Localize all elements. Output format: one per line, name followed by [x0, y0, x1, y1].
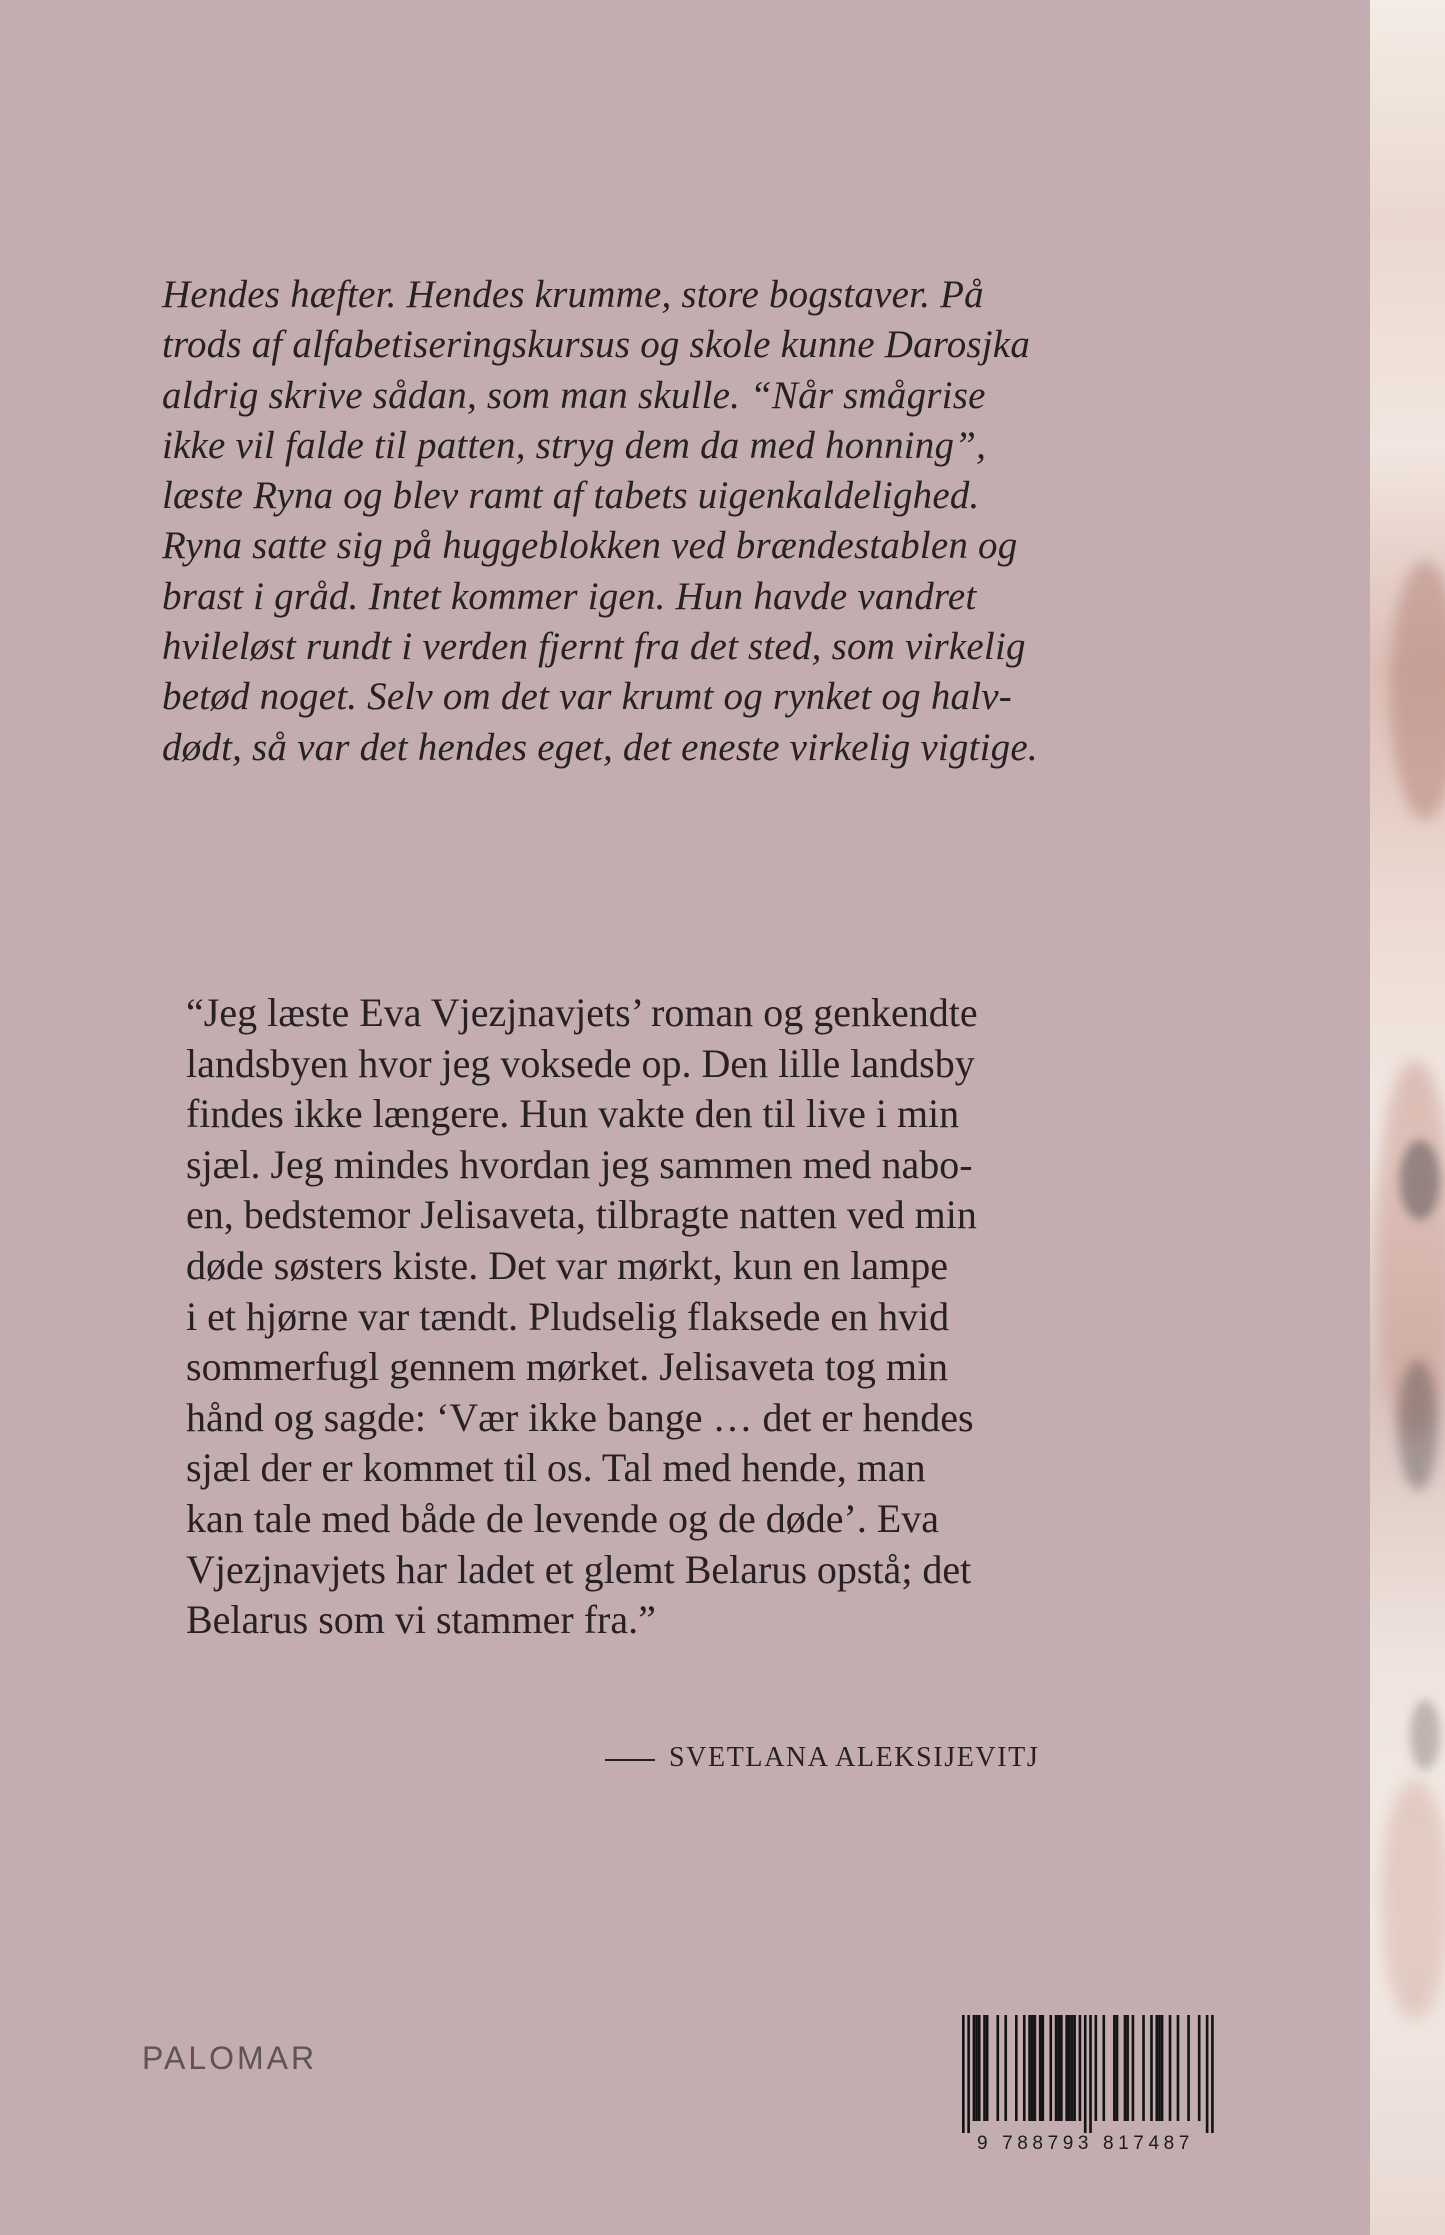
- barcode-bar: [1124, 2015, 1127, 2121]
- excerpt-blurb: [162, 270, 1222, 773]
- barcode-bar: [1142, 2015, 1145, 2121]
- barcode-bar: [1198, 2015, 1201, 2121]
- quote-line: sommerfugl gennem mørket. Jelisaveta tog min: [186, 1344, 949, 1390]
- barcode-bar: [1113, 2015, 1116, 2121]
- barcode-bar: [1079, 2015, 1082, 2121]
- paint-stroke: [1410, 1700, 1440, 1770]
- barcode-bar: [1057, 2015, 1060, 2121]
- barcode-bar: [1023, 2015, 1026, 2121]
- barcode-bar: [1084, 2015, 1087, 2133]
- quote-line: hånd og sagde: ‘Vær ikke bange … det er hendes: [186, 1394, 974, 1440]
- isbn-barcode: [938, 2015, 1233, 2155]
- barcode-bar: [1211, 2015, 1214, 2133]
- barcode-bar: [996, 2015, 999, 2121]
- barcode-bar: [1049, 2015, 1052, 2121]
- quote-line: en, bedstemor Jelisaveta, tilbragte natten ved min: [186, 1192, 977, 1238]
- barcode-bar: [1187, 2015, 1190, 2121]
- barcode-bar: [1169, 2015, 1172, 2121]
- barcode-bar: [1015, 2015, 1018, 2121]
- barcode-bar: [1028, 2015, 1031, 2121]
- quote-line: landsbyen hvor jeg voksede op. Den lille landsby: [186, 1040, 975, 1086]
- barcode-bar: [1102, 2015, 1105, 2121]
- blurb-line: trods af alfabetiseringskursus og skole kunne Darosjka: [162, 323, 1031, 367]
- quote-line: kan tale med både de levende og de døde’. Eva: [186, 1495, 940, 1541]
- quote-line: Belarus som vi stammer fra.”: [186, 1597, 656, 1643]
- isbn-number: 9 788793 817487: [977, 2133, 1194, 2154]
- barcode-bars: [938, 2015, 1233, 2133]
- barcode-bar: [1155, 2015, 1158, 2121]
- barcode-bar: [1161, 2015, 1164, 2121]
- blurb-line: dødt, så var det hendes eget, det eneste virkelig vigtige.: [162, 725, 1038, 769]
- barcode-bar: [1034, 2015, 1037, 2121]
- barcode-bar: [1126, 2015, 1129, 2121]
- barcode-bar: [983, 2015, 986, 2121]
- paint-stroke: [1398, 1360, 1438, 1490]
- review-quote: [186, 988, 1216, 1646]
- quote-line: “Jeg læste Eva Vjezjnavjets’ roman og genkendte: [186, 990, 978, 1035]
- barcode-bar: [1158, 2015, 1161, 2121]
- barcode-bar: [973, 2015, 976, 2121]
- blurb-line: Hendes hæfter. Hendes krumme, store bogstaver. På: [162, 273, 984, 316]
- barcode-bar: [1177, 2015, 1180, 2121]
- blurb-line: Ryna satte sig på huggeblokken ved brændestablen og: [162, 524, 1018, 568]
- quote-line: findes ikke længere. Hun vakte den til live i min: [186, 1091, 960, 1137]
- barcode-bar: [1060, 2015, 1063, 2121]
- blurb-line: aldrig skrive sådan, som man skulle. “Når smågrise: [162, 373, 986, 417]
- paint-stroke: [1380, 1780, 1445, 2020]
- barcode-bar: [967, 2015, 970, 2133]
- barcode-bar: [1031, 2015, 1034, 2121]
- barcode-bar: [1095, 2015, 1098, 2121]
- quote-line: sjæl der er kommet til os. Tal med hende, man: [186, 1445, 926, 1491]
- blurb-line: brast i gråd. Intet kommer igen. Hun havde vandret: [162, 574, 977, 618]
- paint-stroke: [1390, 560, 1445, 820]
- paint-stroke: [1400, 1140, 1440, 1220]
- publisher-logo: PALOMAR: [142, 2040, 318, 2076]
- blurb-line: læste Ryna og blev ramt af tabets uigenkaldelighed.: [162, 474, 980, 518]
- quote-line: døde søsters kiste. Det var mørkt, kun en lampe: [186, 1242, 949, 1288]
- barcode-bar: [986, 2015, 989, 2121]
- blurb-line: betød noget. Selv om det var krumt og rynket og halv-: [162, 675, 1012, 719]
- barcode-bar: [1071, 2015, 1074, 2121]
- barcode-bar: [1132, 2015, 1135, 2121]
- barcode-bar: [1116, 2015, 1119, 2121]
- barcode-bar: [1004, 2015, 1007, 2121]
- barcode-bar: [962, 2015, 965, 2133]
- quote-line: Vjezjnavjets har ladet et glemt Belarus opstå; det: [186, 1546, 972, 1592]
- barcode-bar: [1150, 2015, 1153, 2121]
- barcode-bar: [1073, 2015, 1076, 2121]
- barcode-bar: [1039, 2015, 1042, 2121]
- attribution-name: SVETLANA ALEKSIJEVITJ: [669, 1742, 1040, 1773]
- barcode-bar: [1089, 2015, 1092, 2133]
- barcode-bar: [1068, 2015, 1071, 2121]
- barcode-bar: [978, 2015, 981, 2121]
- barcode-bar: [1206, 2015, 1209, 2133]
- blurb-line: ikke vil falde til patten, stryg dem da med honning”,: [162, 423, 987, 467]
- em-dash: [605, 1759, 655, 1761]
- blurb-line: hvileløst rundt i verden fjernt fra det sted, som virkelig: [162, 625, 1026, 669]
- quote-attribution: [605, 1742, 1039, 1774]
- barcode-bar: [1055, 2015, 1058, 2121]
- barcode-bar: [975, 2015, 978, 2121]
- barcode-bar: [1065, 2015, 1068, 2121]
- quote-line: sjæl. Jeg mindes hvordan jeg sammen med nabo-: [186, 1141, 973, 1187]
- barcode-bar: [1042, 2015, 1045, 2121]
- front-cover-painting-edge: [1370, 0, 1445, 2235]
- quote-line: i et hjørne var tændt. Pludselig flaksede en hvid: [186, 1293, 950, 1339]
